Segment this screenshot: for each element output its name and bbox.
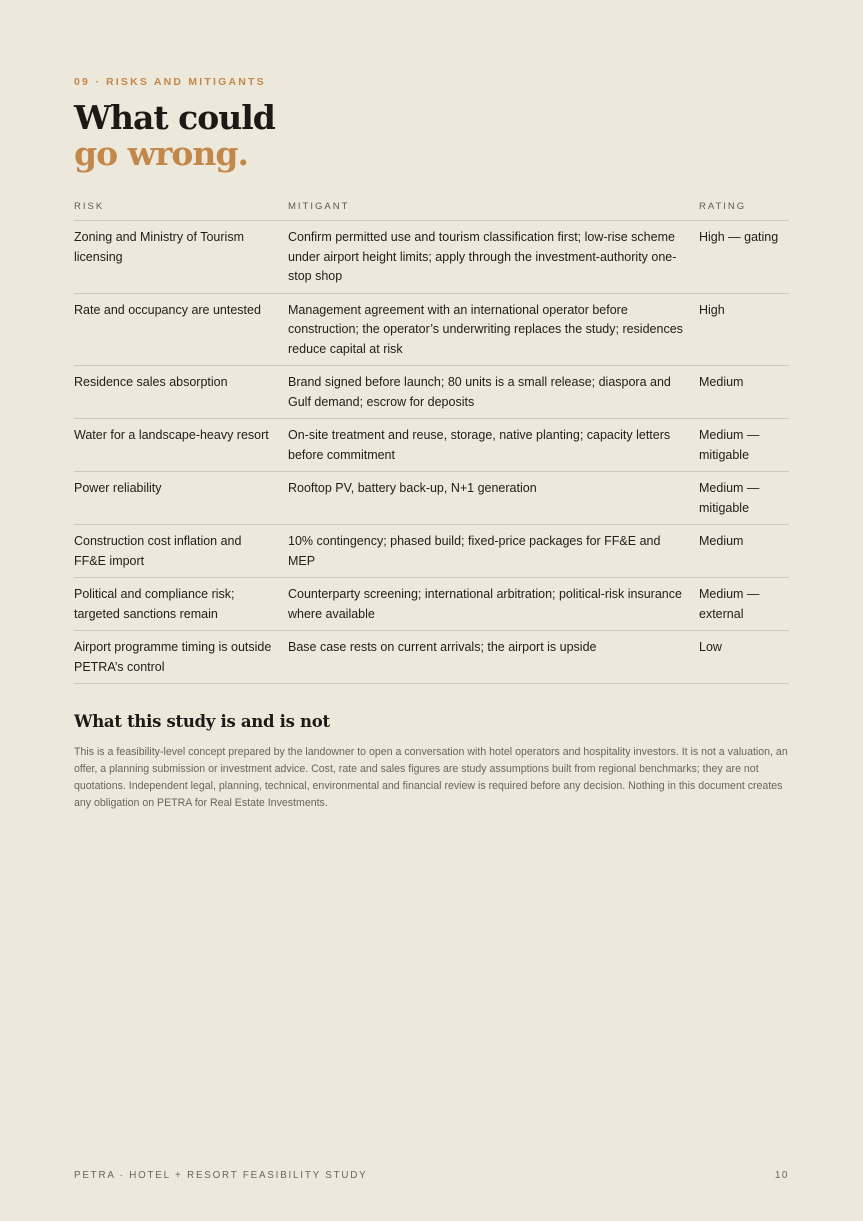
footer-page-number: 10 [774,1170,789,1181]
rating-cell: High — gating [699,221,789,294]
table-row [74,525,789,578]
mitigant-cell: Counterparty screening; international arbitration; political-risk insurance where available [288,578,699,631]
mitigant-cell: Rooftop PV, battery back-up, N+1 generation [288,472,699,525]
risk-cell: Power reliability [74,472,288,525]
risk-cell: Residence sales absorption [74,366,288,419]
risk-cell: Water for a landscape-heavy resort [74,419,288,472]
mitigant-cell: Base case rests on current arrivals; the airport is upside [288,631,699,684]
risk-cell: Rate and occupancy are untested [74,293,288,366]
rating-cell: Medium — mitigable [699,419,789,472]
rating-cell: High [699,293,789,366]
page-title-line-2: go wrong. [74,134,248,173]
rating-cell: Medium [699,366,789,419]
study-note-body: This is a feasibility-level concept prepared by the landowner to open a conversation with hotel operators and hospitality investors. It is not a valuation, an offer, a planning submission or investment advice. Cost, rate and sales figures are study assumptions built from regional benchmarks; they are not quotations. Independent legal, planning, technical, environmental and financial review is required before any decision. Nothing in this document creates any obligation on PETRA for Real Estate Investments. [74,746,788,809]
page-title [74,100,275,172]
mitigant-cell: On-site treatment and reuse, storage, native planting; capacity letters before commitment [288,419,699,472]
table-row [74,221,789,294]
mitigant-cell: Management agreement with an international operator before construction; the operator’s underwriting replaces the study; residences reduce capital at risk [288,293,699,366]
risk-cell: Construction cost inflation and FF&E import [74,525,288,578]
header-mitigant: MITIGANT [288,192,699,221]
rating-cell: Medium — external [699,578,789,631]
rating-cell: Low [699,631,789,684]
table-header-row [74,192,789,221]
table-row [74,293,789,366]
risk-cell: Airport programme timing is outside PETRA’s control [74,631,288,684]
footer-document-title: PETRA · HOTEL + RESORT FEASIBILITY STUDY [74,1170,368,1181]
section-label: 09 · RISKS AND MITIGANTS [74,76,266,88]
rating-cell: Medium — mitigable [699,472,789,525]
risk-cell: Political and compliance risk; targeted sanctions remain [74,578,288,631]
mitigant-cell: 10% contingency; phased build; fixed-price packages for FF&E and MEP [288,525,699,578]
table-row [74,366,789,419]
rating-cell: Medium [699,525,789,578]
header-rating: RATING [699,192,789,221]
table-row [74,578,789,631]
table-row [74,472,789,525]
table-row [74,631,789,684]
page-title-line-1: What could [74,98,275,137]
mitigant-cell: Brand signed before launch; 80 units is a small release; diaspora and Gulf demand; escrow for deposits [288,366,699,419]
risks-table [74,192,789,684]
table-row [74,419,789,472]
study-note-title: What this study is and is not [74,712,330,731]
header-risk: RISK [74,192,288,221]
risk-cell: Zoning and Ministry of Tourism licensing [74,221,288,294]
mitigant-cell: Confirm permitted use and tourism classification first; low-rise scheme under airport height limits; apply through the investment-authority one-stop shop [288,221,699,294]
